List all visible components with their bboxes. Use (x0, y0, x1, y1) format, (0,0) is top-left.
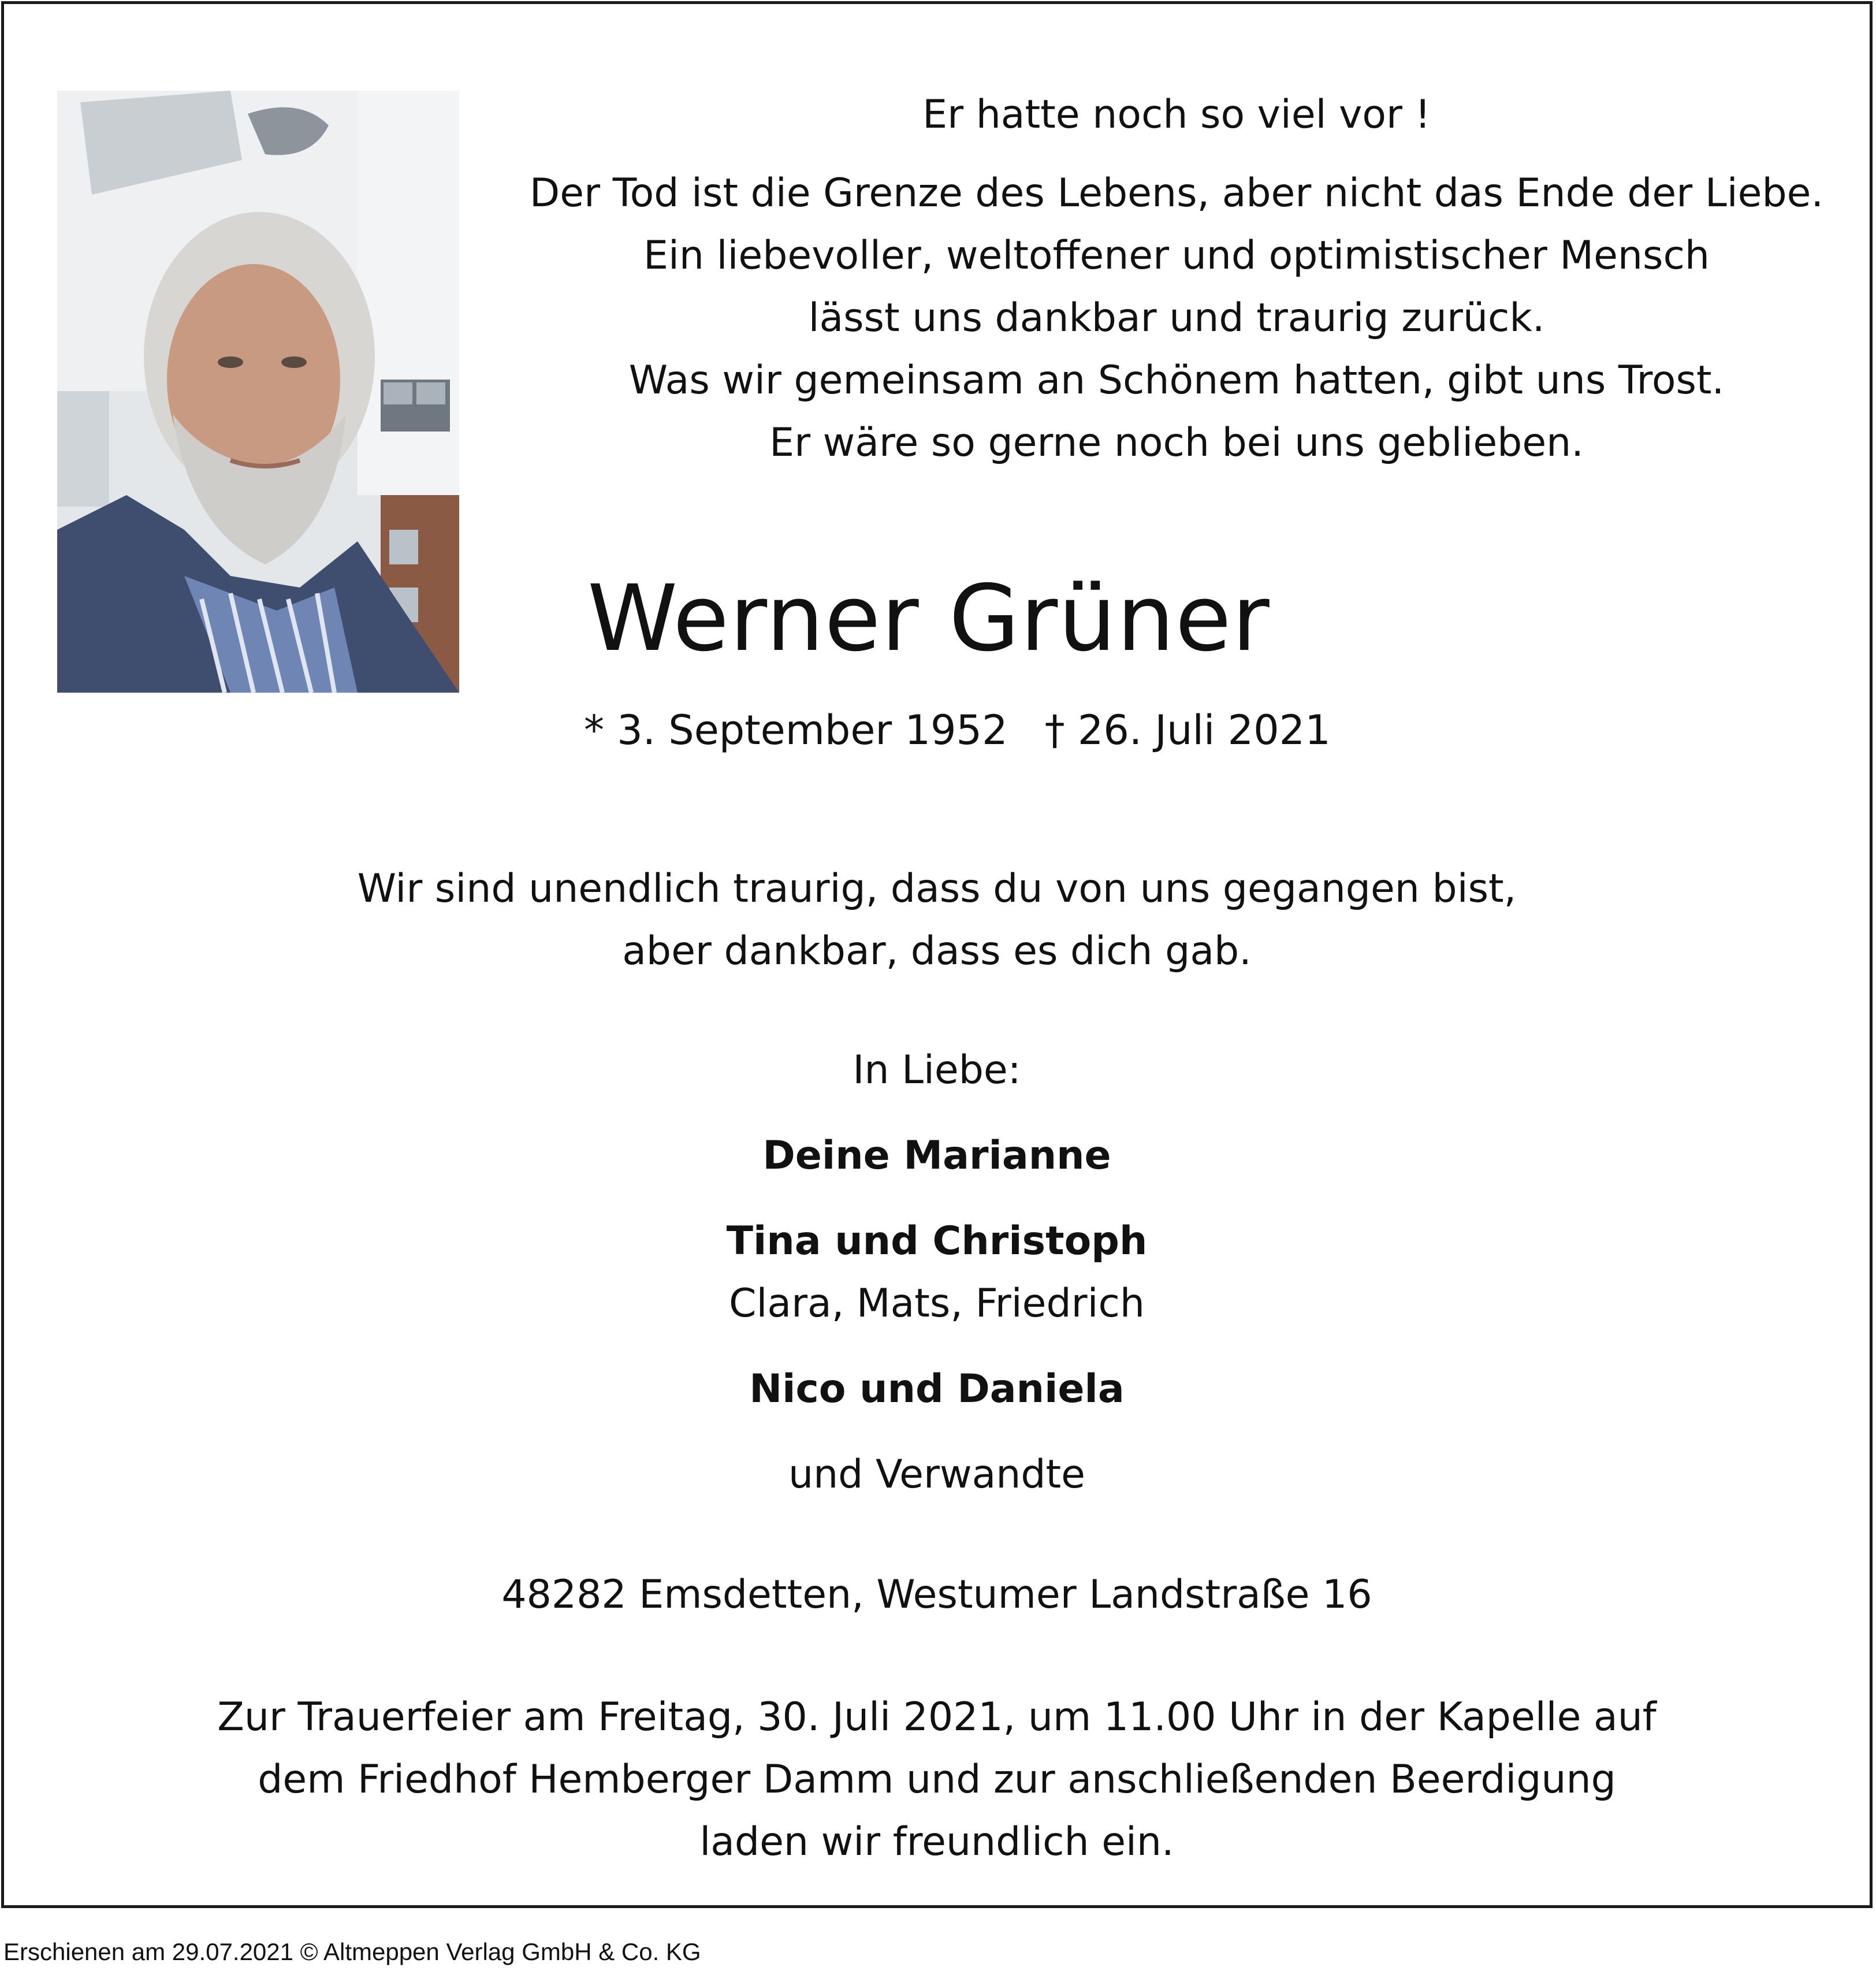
message-line: Wir sind unendlich traurig, dass du von uns gegangen bist, (357, 866, 1517, 912)
grandchildren-names: Clara, Mats, Friedrich (729, 1281, 1145, 1326)
message-line: aber dankbar, dass es dich gab. (622, 928, 1252, 974)
funeral-line: laden wir freundlich ein. (699, 1819, 1174, 1865)
quote-line: Der Tod ist die Grenze des Lebens, aber nicht das Ende der Liebe. (529, 170, 1824, 216)
funeral-line: Zur Trauerfeier am Freitag, 30. Juli 2021, um 11.00 Uhr in der Kapelle auf (217, 1694, 1657, 1740)
mourner-name: Nico und Daniela (749, 1366, 1125, 1412)
notice-frame (1, 1, 1873, 1908)
quote-line: Er hatte noch so viel vor ! (922, 92, 1431, 137)
publication-footer: Erschienen am 29.07.2021 © Altmeppen Verlag GmbH & Co. KG (3, 1938, 701, 1965)
funeral-line: dem Friedhof Hemberger Damm und zur anschließenden Beerdigung (258, 1757, 1616, 1802)
relatives-line: und Verwandte (788, 1452, 1086, 1497)
life-dates (584, 707, 1331, 754)
death-date: † 26. Juli 2021 (1044, 707, 1331, 754)
mourners-intro: In Liebe: (853, 1047, 1021, 1093)
deceased-name: Werner Grüner (587, 566, 1270, 672)
birth-date: * 3. September 1952 (584, 707, 1008, 754)
portrait-image (57, 91, 459, 693)
portrait-photo (57, 91, 459, 693)
quote-line: Er wäre so gerne noch bei uns geblieben. (769, 420, 1584, 466)
mourner-name: Deine Marianne (762, 1133, 1111, 1178)
quote-line: Ein liebevoller, weltoffener und optimistischer Mensch (643, 233, 1710, 278)
quote-line: lässt uns dankbar und traurig zurück. (808, 295, 1545, 341)
address: 48282 Emsdetten, Westumer Landstraße 16 (501, 1572, 1372, 1618)
quote-line: Was wir gemeinsam an Schönem hatten, gibt uns Trost. (628, 358, 1725, 403)
quote-block (501, 4, 1852, 524)
mourner-name: Tina und Christoph (726, 1218, 1148, 1264)
